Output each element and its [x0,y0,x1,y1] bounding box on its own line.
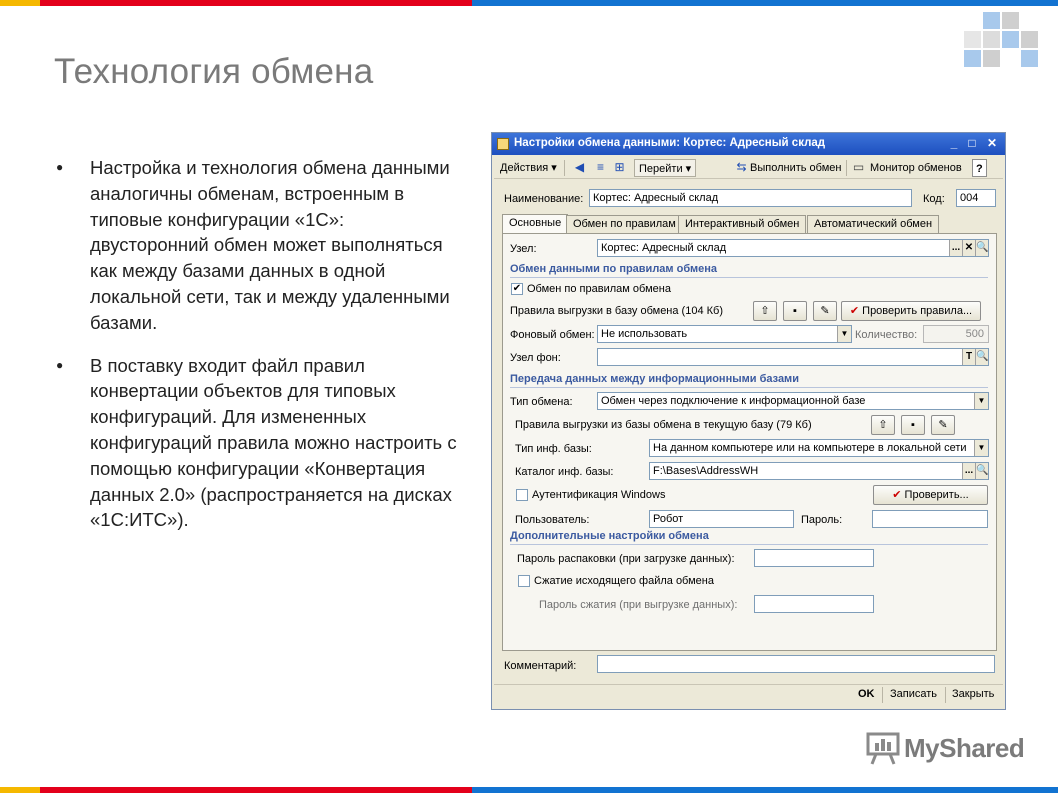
goto-menu[interactable]: Перейти ▾ [634,159,696,177]
section-extra-title: Дополнительные настройки обмена [510,530,709,542]
tab-strip [502,215,992,233]
ib-dir-label: Каталог инф. базы: [515,466,614,478]
compress-label: Сжатие исходящего файла обмена [534,575,714,587]
code-input[interactable]: 004 [956,189,996,207]
windows-auth-checkbox[interactable] [516,489,528,501]
ib-dir-select-button[interactable]: ... [962,463,975,479]
node-label: Узел: [510,243,537,255]
back-arrow-icon[interactable]: ◀ [574,160,585,174]
compress-password-label: Пароль сжатия (при выгрузке данных): [539,599,738,611]
tab-rules-exchange[interactable]: Обмен по правилам [566,215,683,233]
unpack-password-label: Пароль распаковки (при загрузке данных): [517,553,735,565]
actions-label: Действия [500,162,549,174]
ib-dir-open-icon[interactable]: 🔍 [975,463,988,479]
window-app-icon [497,138,509,150]
close-window-button[interactable]: ✕ [986,136,998,150]
bg-exchange-value: Не использовать [601,328,688,340]
bullet-text: В поставку входит файл правил конвертации объектов для типовых конфигураций. Для измененных конфигураций правила можно настроить с помощью конфигурации «Конвертация данных 2.0» (распространяется на дисках «1С:ИТС»). [90,354,457,531]
ok-button[interactable]: OK [858,688,875,700]
monitor-icon: ▭ [852,160,865,174]
goto-label: Перейти [639,163,683,175]
main-tab-panel [502,233,997,651]
tab-interactive-exchange[interactable]: Интерактивный обмен [678,215,806,233]
actions-menu[interactable]: Действия ▾ [500,162,557,174]
toolbar [494,157,1003,179]
save-button[interactable]: Записать [890,688,938,700]
rules-exchange-label: Обмен по правилам обмена [527,283,671,295]
bullet-list [54,155,464,550]
help-button[interactable]: ? [972,159,987,177]
window-bottom-bar [494,684,1003,706]
password-label: Пароль: [801,514,843,526]
ib-type-select[interactable] [649,439,989,457]
top-color-bar [0,0,1058,6]
save-rules-icon[interactable]: ▪ [783,301,807,321]
bullet-item: ● Настройка и технология обмена данными аналогичны обменам, встроенным в типовые конфигурации «1С»: двусторонний обмен может выполняться как между базами данных в одной локальной сети, так и между удаленными базами. [56,157,450,333]
slide-title: Технология обмена [54,52,374,91]
chevron-down-icon[interactable]: ▼ [837,326,851,342]
export-rules-label: Правила выгрузки в базу обмена (104 Кб) [510,305,724,317]
check-label: Проверить... [904,489,969,501]
section-transfer-title: Передача данных между информационными базами [510,373,799,385]
presentation-board-icon [866,731,900,765]
compress-checkbox[interactable] [518,575,530,587]
check-rules-label: Проверить правила... [862,305,973,317]
quantity-input[interactable]: 500 [923,325,989,343]
window-titlebar [492,133,1005,155]
chevron-down-icon[interactable]: ▼ [974,393,988,409]
node-clear-icon[interactable]: ✕ [962,240,975,256]
watermark-text: MyShared [904,733,1025,763]
password-input[interactable] [872,510,988,528]
maximize-button[interactable]: □ [968,136,976,150]
minimize-button[interactable]: _ [950,136,958,150]
windows-auth-label: Аутентификация Windows [532,489,666,501]
upload-rules-icon[interactable]: ⇧ [753,301,777,321]
save-import-rules-icon[interactable]: ▪ [901,415,925,435]
exchange-type-label: Тип обмена: [510,396,573,408]
window-title: Настройки обмена данными: Кортес: Адресный склад [514,137,826,149]
upload-import-rules-icon[interactable]: ⇧ [871,415,895,435]
unpack-password-input[interactable] [754,549,874,567]
chevron-down-icon[interactable]: ▼ [974,440,988,456]
close-button[interactable]: Закрыть [952,688,995,700]
exchange-type-value: Обмен через подключение к информационной базе [601,395,866,407]
section-rules-title: Обмен данными по правилам обмена [510,263,718,275]
run-exchange-icon: ⇆ [736,160,747,174]
comment-input[interactable] [597,655,995,673]
bullet-item: ● В поставку входит файл правил конвертации объектов для типовых конфигураций. Для измененных конфигураций правила можно настроить с помощью конфигурации «Конвертация данных 2.0» (распространяется на дисках «1С:ИТС»). [56,354,457,531]
bullet-text: Настройка и технология обмена данными аналогичны обменам, встроенным в типовые конфигурации «1С»: двусторонний обмен может выполняться как между базами данных в одной локальной сети, так и между удаленными базами. [90,157,450,333]
rules-exchange-checkbox[interactable]: ✔ [512,283,522,294]
import-rules-label: Правила выгрузки из базы обмена в текущую базу (79 Кб) [515,419,812,431]
compress-password-input[interactable] [754,595,874,613]
user-label: Пользователь: [515,514,590,526]
node-input[interactable] [597,239,989,257]
quantity-label: Количество: [855,329,918,341]
exchange-settings-window [491,132,1006,710]
check-mark-icon: ✔ [892,489,905,501]
myshared-watermark [866,731,1025,765]
node-select-button[interactable]: ... [949,240,962,256]
list-icon[interactable]: ≡ [596,160,604,174]
bg-exchange-label: Фоновый обмен: [510,329,595,341]
bg-node-label: Узел фон: [510,352,561,364]
open-icon[interactable]: 🔍 [975,349,988,365]
check-connection-button[interactable] [873,485,988,505]
check-mark-icon: ✔ [849,305,863,317]
tree-icon[interactable]: ⊞ [614,160,625,174]
tab-main[interactable]: Основные [502,214,568,234]
edit-rules-icon[interactable]: ✎ [813,301,837,321]
ib-type-value: На данном компьютере или на компьютере в локальной сети [653,442,967,454]
comment-label: Комментарий: [504,660,577,672]
bottom-color-bar [0,787,1058,793]
ib-type-label: Тип инф. базы: [515,443,592,455]
check-rules-button[interactable] [841,301,981,321]
bg-node-input[interactable] [597,348,989,366]
edit-import-rules-icon[interactable]: ✎ [931,415,955,435]
name-label: Наименование: [504,193,584,205]
monitor-button[interactable]: Монитор обменов [870,162,962,174]
node-value: Кортес: Адресный склад [601,242,727,254]
name-input[interactable]: Кортес: Адресный склад [589,189,912,207]
node-open-icon[interactable]: 🔍 [975,240,988,256]
text-icon[interactable]: T [962,349,975,365]
ib-dir-input[interactable] [649,462,989,480]
tab-auto-exchange[interactable]: Автоматический обмен [807,215,939,233]
run-exchange-button[interactable]: Выполнить обмен [750,162,842,174]
ib-dir-value: F:\Bases\AddressWH [653,465,759,477]
bg-exchange-select[interactable] [597,325,852,343]
logo-squares-icon [962,12,1042,70]
exchange-type-select[interactable] [597,392,989,410]
code-label: Код: [923,193,945,205]
user-input[interactable]: Робот [649,510,794,528]
